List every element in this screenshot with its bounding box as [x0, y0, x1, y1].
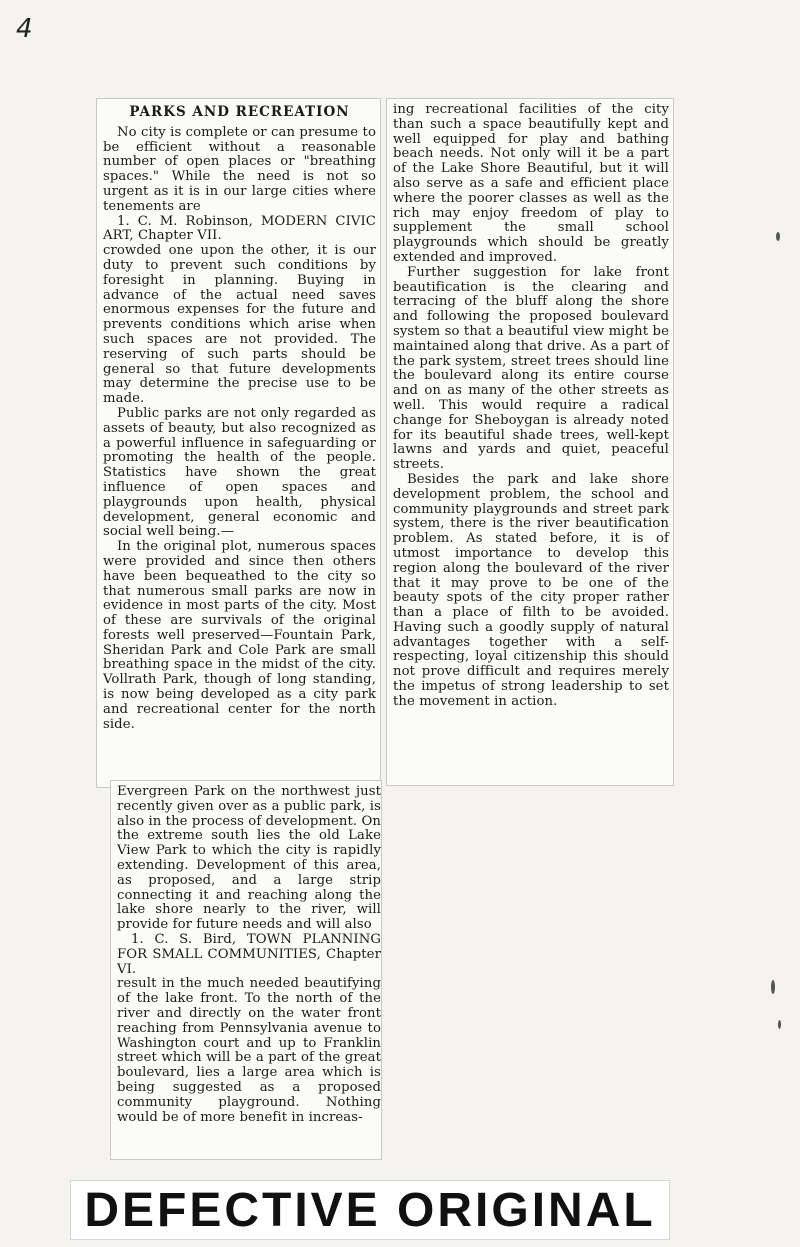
paragraph: Further suggestion for lake front beautification is the clearing and terracing of the bluff along the shore and following the proposed boulevard system so that a beautiful view might be maintained along that drive. As a part of the park system, street trees should line the boulevard along its entire course and on as many of the other streets as well. This would require a radical change for Sheboygan is already noted for its beautiful shade trees, well-kept lawns and yards and quiet, peaceful streets. [393, 264, 669, 473]
paragraph: result in the much needed beautifying of the lake front. To the north of the river and directly on the water front reaching from Pennsylvania avenue to Washington court and up to Franklin street which will be a part of the great boulevard, lies a large area which is being suggested as a proposed community playground. Nothing would be of more benefit in increas- [117, 976, 381, 1125]
footnote: 1. C. S. Bird, TOWN PLANNING FOR SMALL COMMUNITIES, Chapter VI. [117, 931, 381, 977]
article-title: PARKS AND RECREATION [129, 104, 350, 120]
scan-speck [771, 980, 775, 994]
page-number: 4 [16, 14, 33, 44]
paragraph: In the original plot, numerous spaces were provided and since then others have been bequeathed to the city so that numerous small parks are now in evidence in most parts of the city. Most of these are survivals of the original forests well preserved—Fountain Park, Sheridan Park and Cole Park are small breathing space in the midst of the city. Vollrath Park, though of long standing, is now being developed as a city park and recreational center for the north side. [103, 539, 376, 732]
paragraph: Besides the park and lake shore development problem, the school and community playgrounds and street park system, there is the river beautification problem. As stated before, it is of utmost importance to develop this region along the boulevard of the river that it may prove to be one of the beauty spots of the city proper rather than a place of filth to be avoided. Having such a goodly supply of natural advantages together with a self-respecting, loyal citizenship this should not prove difficult and requires merely the impetus of strong leadership to set the movement in action. [393, 471, 669, 709]
clipping-column-3 [386, 98, 674, 786]
paragraph: crowded one upon the other, it is our duty to prevent such conditions by foresight in planning. Buying in advance of the actual need saves enormous expenses for the future and prevents conditions which arise when such spaces are not provided. The reserving of such parts should be general so that future developments may determine the precise use to be made. [103, 243, 376, 407]
clipping-column-1 [96, 98, 381, 788]
stamp-label: DEFECTIVE ORIGINAL [84, 1183, 656, 1237]
paragraph: ing recreational facilities of the city than such a space beautifully kept and well equipped for play and bathing beach needs. Not only will it be a part of the Lake Shore Beautiful, but it will also serve as a safe and efficient place where the poorer classes as well as the rich may enjoy freedom of play to supplement the small school playgrounds which should be greatly extended and improved. [393, 102, 669, 265]
paragraph: Public parks are not only regarded as assets of beauty, but also recognized as a powerful influence in safeguarding or promoting the health of the people. Statistics have shown the great influence of open spaces and playgrounds upon health, physical development, general economic and social well being.— [103, 405, 376, 540]
scan-speck [778, 1020, 781, 1029]
footnote: 1. C. M. Robinson, MODERN CIVIC ART, Chapter VII. [103, 213, 376, 244]
scan-speck [776, 232, 780, 241]
clipping-column-2 [110, 780, 382, 1160]
paragraph: No city is complete or can presume to be efficient without a reasonable number of open places or "breathing spaces." While the need is not so urgent as it is in our large cities where tenements are [103, 124, 376, 214]
defective-original-stamp [70, 1180, 670, 1240]
paragraph: Evergreen Park on the northwest just recently given over as a public park, is also in the process of development. On the extreme south lies the old Lake View Park to which the city is rapidly extending. Development of this area, as proposed, and a large strip connecting it and reaching along the lake shore nearly to the river, will provide for future needs and will also [117, 784, 381, 933]
